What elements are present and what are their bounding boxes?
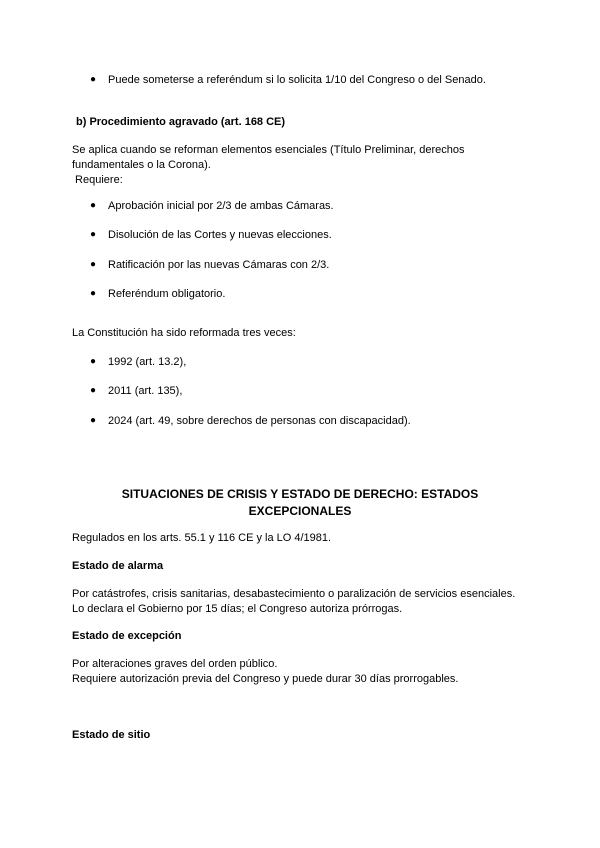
list-item-text: 2024 (art. 49, sobre derechos de personas con discapacidad). — [108, 415, 411, 427]
crisis-regulados — [72, 531, 532, 546]
paragraph-line: Requiere autorización previa del Congreso y puede durar 30 días prorrogables. — [72, 673, 459, 685]
paragraph-line: Lo declara el Gobierno por 15 días; el Congreso autoriza prórrogas. — [72, 603, 403, 615]
list-item-text: Disolución de las Cortes y nuevas elecciones. — [108, 229, 332, 241]
paragraph-line: La Constitución ha sido reformada tres veces: — [72, 327, 296, 339]
list-item-text: 1992 (art. 13.2), — [108, 356, 187, 368]
reformas-intro — [72, 326, 532, 341]
title-line: EXCEPCIONALES — [248, 504, 352, 518]
bullet-icon: ● — [90, 259, 97, 270]
bullet-icon: ● — [90, 229, 97, 240]
list-item-text: Ratificación por las nuevas Cámaras con 2/3. — [108, 259, 330, 271]
bullet-icon: ● — [90, 200, 97, 211]
paragraph-line: fundamentales o la Corona). — [72, 159, 211, 171]
heading-estado-alarma: Estado de alarma — [72, 560, 164, 572]
heading-estado-excepcion: Estado de excepción — [72, 630, 182, 642]
bullet-icon: ● — [90, 356, 97, 367]
section-heading-procedimiento-agravado: b) Procedimiento agravado (art. 168 CE) — [76, 116, 286, 128]
excepcion-paragraph — [72, 657, 532, 687]
paragraph-line: Por catástrofes, crisis sanitarias, desabastecimiento o paralización de servicios esenciales. — [72, 588, 516, 600]
list-item-text: Referéndum obligatorio. — [108, 288, 226, 300]
paragraph-line: Regulados en los arts. 55.1 y 116 CE y la LO 4/1981. — [72, 532, 332, 544]
list-item-text: Puede someterse a referéndum si lo solicita 1/10 del Congreso o del Senado. — [108, 74, 486, 86]
bullet-icon: ● — [90, 385, 97, 396]
paragraph-line: Se aplica cuando se reforman elementos esenciales (Título Preliminar, derechos — [72, 144, 465, 156]
paragraph-line: Por alteraciones graves del orden público. — [72, 658, 278, 670]
heading-estado-sitio: Estado de sitio — [72, 729, 151, 741]
alarma-paragraph — [72, 587, 532, 617]
section-title-crisis — [72, 486, 528, 520]
paragraph-line: Requiere: — [72, 174, 123, 186]
bullet-icon: ● — [90, 288, 97, 299]
list-item-text: Aprobación inicial por 2/3 de ambas Cámaras. — [108, 200, 334, 212]
title-line: SITUACIONES DE CRISIS Y ESTADO DE DERECHO: ESTADOS — [121, 487, 479, 501]
list-item-text: 2011 (art. 135), — [108, 385, 183, 397]
bullet-icon: ● — [90, 74, 97, 85]
procedimiento-agravado-intro — [72, 143, 532, 188]
bullet-icon: ● — [90, 415, 97, 426]
